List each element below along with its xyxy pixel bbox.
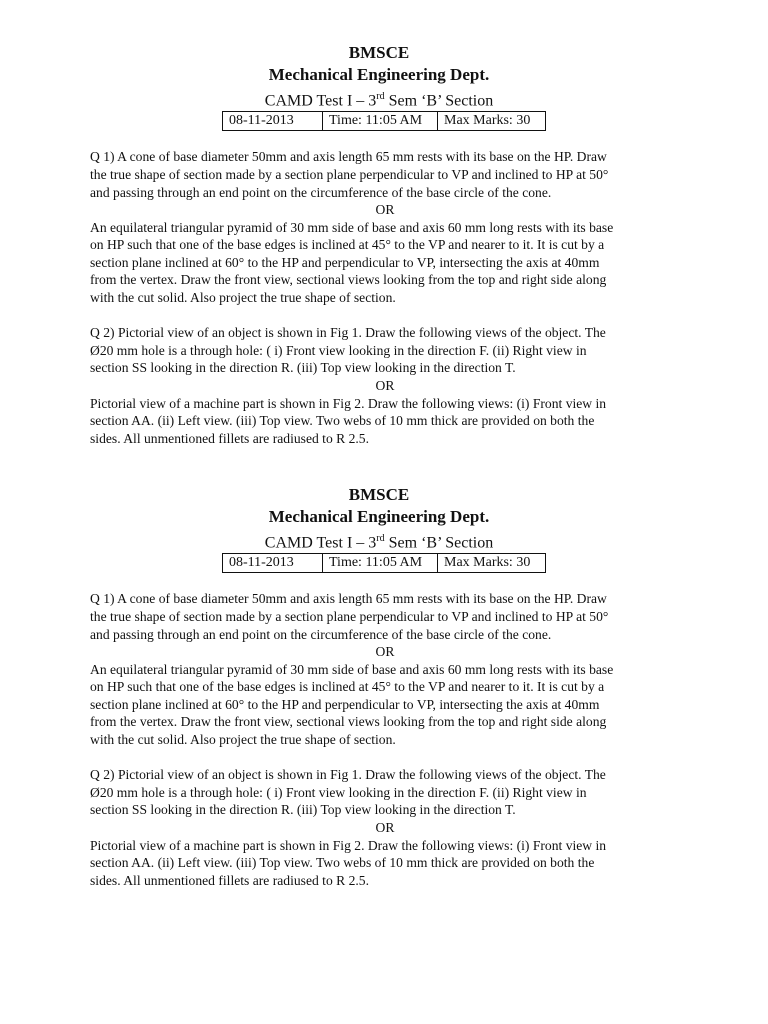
question-1-option-b: An equilateral triangular pyramid of 30 mm side of base and axis 60 mm long rests with its base on HP such that one of the base edges is inclined at 45° to the VP and nearer to it. It is cut by a section plane inclined at 60° to the HP and perpendicular to VP, intersecting the axis at 40mm from the vertex. Draw the front view, sectional views looking from the top and right side along with the cut solid. Also project the true shape of section. bbox=[90, 661, 614, 748]
test-title: CAMD Test I – 3rd Sem ‘B’ Section bbox=[264, 533, 494, 552]
question-2-option-b: Pictorial view of a machine part is shown in Fig 2. Draw the following views: (i) Front view in section AA. (ii) Left view. (iii) Top view. Two webs of 10 mm thick are provided on both the sides. All unmentioned fillets are radiused to R 2.5. bbox=[90, 395, 607, 446]
or-separator: OR bbox=[375, 378, 395, 394]
question-paper-copy-1 bbox=[90, 42, 680, 447]
test-info-table bbox=[222, 111, 546, 131]
test-title: CAMD Test I – 3rd Sem ‘B’ Section bbox=[264, 91, 494, 110]
questions-body bbox=[90, 590, 680, 889]
question-2-option-a: Q 2) Pictorial view of an object is shown in Fig 1. Draw the following views of the object. The Ø20 mm hole is a through hole: ( i) Front view looking in the direction F. (ii) Right view in section SS looking in the direction R. (iii) Top view looking in the direction T. bbox=[90, 325, 606, 376]
max-marks: Max Marks: 30 bbox=[438, 112, 546, 131]
or-separator: OR bbox=[375, 644, 395, 660]
question-2-option-b: Pictorial view of a machine part is shown in Fig 2. Draw the following views: (i) Front view in section AA. (ii) Left view. (iii) Top view. Two webs of 10 mm thick are provided on both the sides. All unmentioned fillets are radiused to R 2.5. bbox=[90, 837, 607, 888]
question-1-option-b: An equilateral triangular pyramid of 30 mm side of base and axis 60 mm long rests with its base on HP such that one of the base edges is inclined at 45° to the VP and nearer to it. It is cut by a section plane inclined at 60° to the HP and perpendicular to VP, intersecting the axis at 40mm from the vertex. Draw the front view, sectional views looking from the top and right side along with the cut solid. Also project the true shape of section. bbox=[90, 219, 614, 306]
department-name: Mechanical Engineering Dept. bbox=[268, 507, 490, 526]
question-1-option-a: Q 1) A cone of base diameter 50mm and axis length 65 mm rests with its base on the HP. Draw the true shape of section made by a section plane perpendicular to VP and inclined to HP at 50° and passing through an end point on the circumference of the base circle of the cone. bbox=[90, 591, 609, 642]
test-date: 08-11-2013 bbox=[223, 112, 323, 131]
question-paper-copy-2 bbox=[90, 484, 680, 889]
institution-name: BMSCE bbox=[348, 43, 410, 62]
question-2-option-a: Q 2) Pictorial view of an object is shown in Fig 1. Draw the following views of the object. The Ø20 mm hole is a through hole: ( i) Front view looking in the direction F. (ii) Right view in section SS looking in the direction R. (iii) Top view looking in the direction T. bbox=[90, 767, 606, 818]
or-separator: OR bbox=[375, 820, 395, 836]
questions-body bbox=[90, 148, 680, 447]
test-time: Time: 11:05 AM bbox=[323, 112, 438, 131]
question-1-option-a: Q 1) A cone of base diameter 50mm and axis length 65 mm rests with its base on the HP. Draw the true shape of section made by a section plane perpendicular to VP and inclined to HP at 50° and passing through an end point on the circumference of the base circle of the cone. bbox=[90, 149, 609, 200]
or-separator: OR bbox=[375, 202, 395, 218]
test-date: 08-11-2013 bbox=[223, 554, 323, 573]
institution-name: BMSCE bbox=[348, 485, 410, 504]
department-name: Mechanical Engineering Dept. bbox=[268, 65, 490, 84]
test-time: Time: 11:05 AM bbox=[323, 554, 438, 573]
max-marks: Max Marks: 30 bbox=[438, 554, 546, 573]
test-info-table bbox=[222, 553, 546, 573]
